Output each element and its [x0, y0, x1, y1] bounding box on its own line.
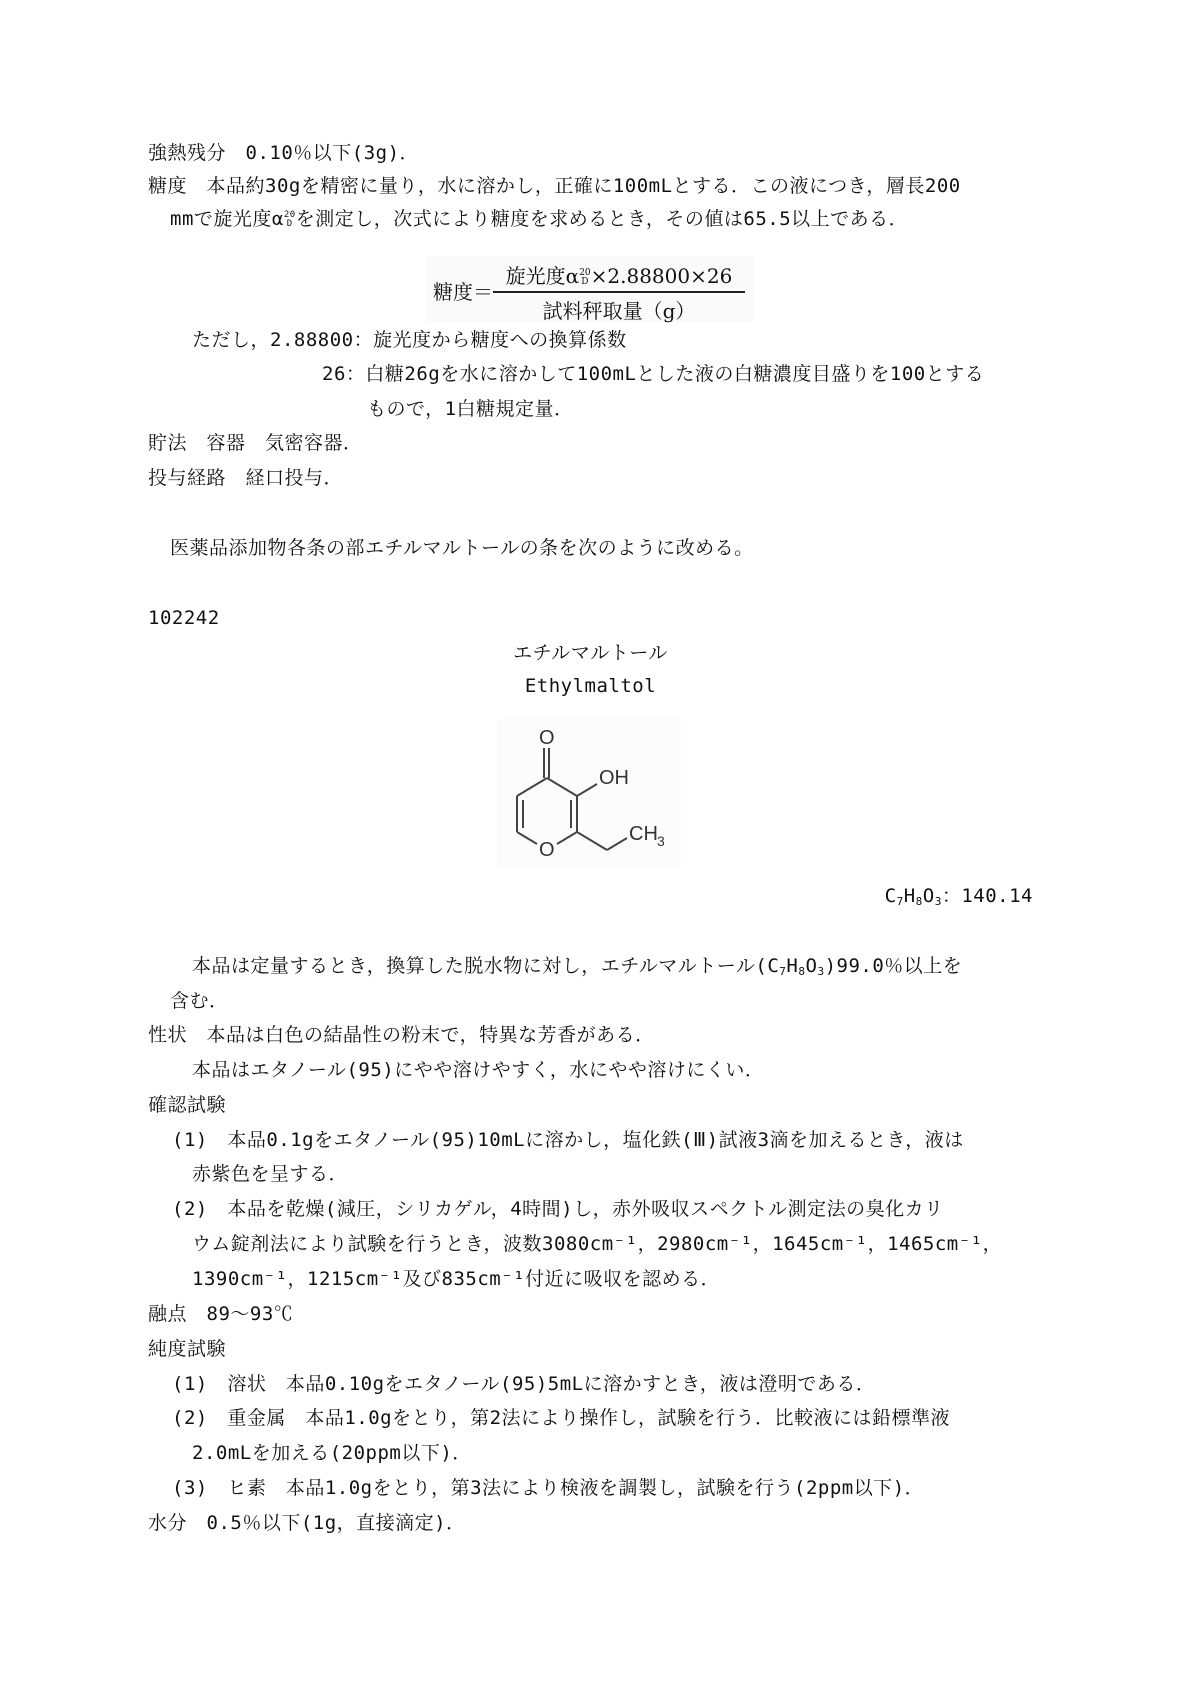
- assay-o: 3: [817, 965, 825, 978]
- assay-pre: 本品は定量するとき，換算した脱水物に対し，エチルマルトール(C: [192, 955, 780, 977]
- alpha-symbol: α: [271, 208, 284, 230]
- formula-numerator: [493, 260, 745, 293]
- water-value: 0.5％以下(1g，直接滴定)．: [206, 1512, 466, 1534]
- sugar-text-1: 本品約30gを精密に量り，水に溶かし，正確に100mLとする．この液につき，層長200: [206, 175, 961, 197]
- note-line3: [367, 396, 574, 422]
- assay-line1: [192, 953, 962, 985]
- assay-h: 8: [798, 965, 806, 978]
- assay-o-label: O: [805, 955, 818, 977]
- note-line2: [322, 361, 984, 387]
- atom-o-ring: O: [539, 839, 555, 861]
- alpha-sup: 20: [283, 209, 296, 220]
- atom-oh: OH: [599, 767, 629, 789]
- id-item1-num: (1): [172, 1129, 208, 1151]
- mf-o: O: [922, 885, 935, 907]
- ethylmaltol-structure-icon: [497, 718, 681, 868]
- identification-item1: [172, 1127, 964, 1153]
- id-item2-line1: 本品を乾燥(減圧，シリカゲル，4時間)し，赤外吸収スペクトル測定法の臭化カリ: [227, 1198, 944, 1220]
- formula-denominator: 試料秤取量（g）: [542, 299, 696, 323]
- id-item1-line1: 本品0.1gをエタノール(95)10mLに溶かし，塩化鉄(Ⅲ)試液3滴を加えるとき，液は: [227, 1129, 964, 1151]
- assay-line2: 含む．: [170, 990, 229, 1012]
- mp-value: 89～93℃: [206, 1303, 294, 1325]
- purity-label: 純度試験: [148, 1338, 227, 1360]
- note2-key: 26：: [322, 363, 366, 385]
- storage-label: 貯法: [148, 432, 188, 454]
- route: [148, 465, 343, 491]
- monograph-title-ja: エチルマルトール: [513, 642, 668, 664]
- mp-label: 融点: [148, 1303, 188, 1325]
- purity-item2-line1: 重金属 本品1.0gをとり，第2法により操作し，試験を行う．比較液には鉛標準液: [227, 1407, 951, 1429]
- note1-text: 旋光度から糖度への換算係数: [373, 329, 627, 351]
- description: [148, 1022, 655, 1048]
- identification-item2: [172, 1196, 944, 1222]
- formula-lhs: 糖度＝: [433, 280, 493, 304]
- sugar-text-2a: mmで旋光度: [170, 208, 272, 230]
- route-text: 経口投与．: [245, 467, 344, 489]
- num-supsub: [579, 269, 590, 287]
- description-text1: 本品は白色の結晶性の粉末で，特異な芳香がある．: [206, 1024, 655, 1046]
- description-label: 性状: [148, 1024, 188, 1046]
- route-label: 投与経路: [148, 467, 227, 489]
- water-label: 水分: [148, 1512, 188, 1534]
- purity-item3-text: ヒ素 本品1.0gをとり，第3法により検液を調製し，試験を行う(2ppm以下)．: [227, 1477, 925, 1499]
- purity-item1-num: (1): [172, 1373, 208, 1395]
- sugar-formula: [427, 256, 753, 322]
- note-line1: [192, 327, 627, 353]
- identification-label: 確認試験: [148, 1094, 227, 1116]
- purity-item1-text: 溶状 本品0.10gをエタノール(95)5mLに溶かすとき，液は澄明である．: [227, 1373, 876, 1395]
- storage: [148, 430, 363, 456]
- assay-post: )99.0％以上を: [824, 955, 963, 977]
- mf-h-count: 8: [915, 895, 923, 908]
- formula-fraction: [493, 260, 745, 324]
- mf-h: H: [903, 885, 916, 907]
- sugar-label: 糖度: [148, 175, 188, 197]
- residue-value: 0.10％以下(3g)．: [245, 142, 420, 164]
- molecular-formula: [885, 883, 1033, 915]
- purity-item2-num: (2): [172, 1407, 208, 1429]
- num-sup: 20: [579, 267, 591, 278]
- id-item2-num: (2): [172, 1198, 208, 1220]
- atom-ch3: CH: [629, 823, 658, 845]
- alpha-sub: D: [286, 218, 293, 229]
- monograph-code: 102242: [148, 607, 220, 629]
- mf-c-count: 7: [896, 895, 904, 908]
- residue-on-ignition: [148, 140, 419, 166]
- assay-c: 7: [779, 965, 787, 978]
- note2-text: 白糖26gを水に溶かして100mLとした液の白糖濃度目盛りを100とする: [365, 363, 985, 385]
- amendment-notice: 医薬品添加物各条の部エチルマルトールの条を次のように改める。: [170, 537, 754, 559]
- sugar-content-line1: [148, 173, 961, 199]
- note2-cont: もので，1白糖規定量．: [367, 398, 574, 420]
- identification-item2-cont2: 1390cm⁻¹，1215cm⁻¹及び835cm⁻¹付近に吸収を認める．: [192, 1268, 721, 1290]
- note-intro: ただし，: [192, 329, 271, 351]
- alpha-supsub: [284, 211, 296, 229]
- mf-o-count: 3: [934, 895, 942, 908]
- identification-item2-cont1: ウム錠剤法により試験を行うとき，波数3080cm⁻¹，2980cm⁻¹，1645cm⁻¹，1465cm⁻¹，: [192, 1233, 1003, 1255]
- storage-text: 容器 気密容器．: [206, 432, 363, 454]
- description-text2: 本品はエタノール(95)にやや溶けやすく，水にやや溶けにくい．: [192, 1059, 765, 1081]
- mf-weight: ：140.14: [941, 885, 1033, 907]
- num-sub: D: [581, 276, 589, 287]
- svg-text:3: 3: [657, 833, 665, 849]
- purity-item2: [172, 1405, 950, 1431]
- num-alpha: α: [565, 264, 580, 288]
- num-pre: 旋光度: [505, 264, 566, 288]
- purity-item3: [172, 1475, 924, 1501]
- mf-c: C: [884, 885, 897, 907]
- atom-o-carbonyl: O: [539, 727, 555, 749]
- structure-diagram: [497, 718, 681, 868]
- sugar-text-2b: を測定し，次式により糖度を求めるとき，その値は65.5以上である．: [295, 208, 909, 230]
- identification-item1-cont: 赤紫色を呈する．: [192, 1163, 349, 1185]
- melting-point: [148, 1301, 293, 1327]
- monograph-title-en: Ethylmaltol: [524, 675, 657, 697]
- purity-item2-cont: 2.0mLを加える(20ppm以下)．: [192, 1442, 472, 1464]
- num-post: ×2.88800×26: [590, 264, 733, 288]
- note1-key: 2.88800：: [270, 329, 374, 351]
- sugar-content-line2: [170, 206, 908, 232]
- purity-item1: [172, 1371, 875, 1397]
- water: [148, 1510, 466, 1536]
- residue-label: 強熱残分: [148, 142, 227, 164]
- assay-h-label: H: [786, 955, 799, 977]
- purity-item3-num: (3): [172, 1477, 208, 1499]
